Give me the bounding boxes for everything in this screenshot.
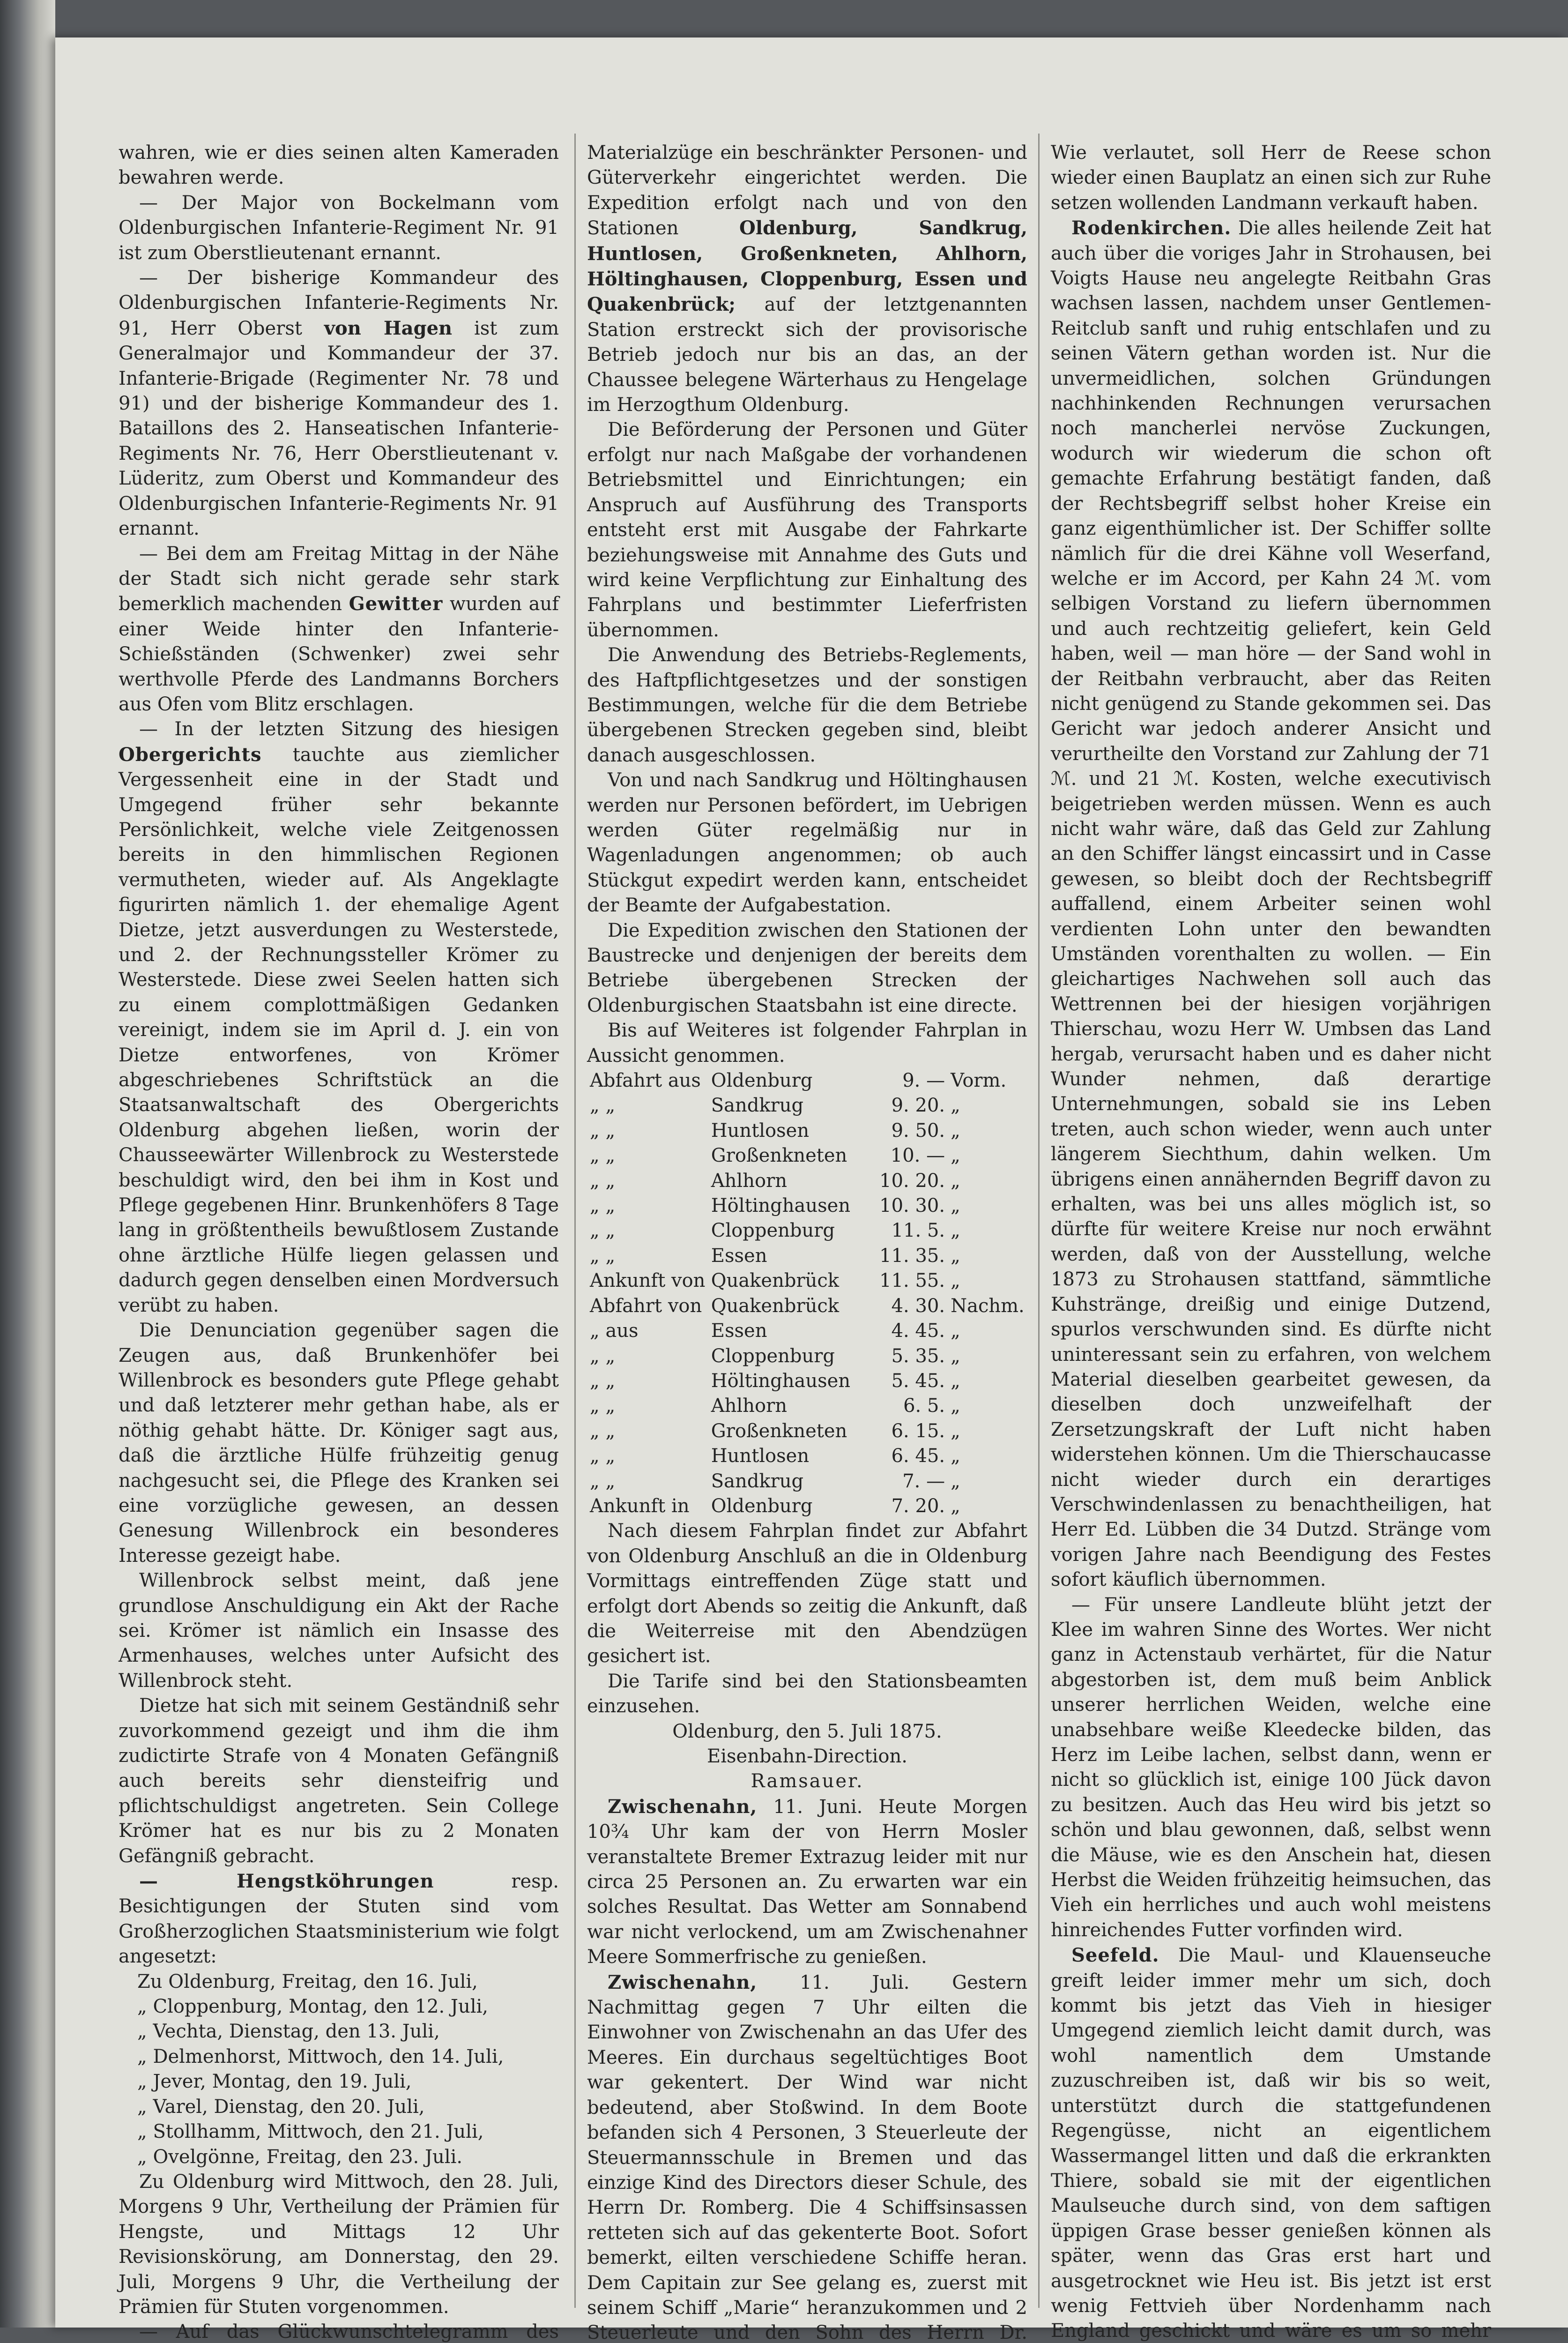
- text: Materialzüge ein beschränkter Personen- und Güterverkehr eingerichtet werden. Die Expedition erfolgt nach und von den Stationen: [587, 142, 1027, 239]
- timetable-period: „: [951, 1345, 960, 1367]
- timetable-row: [587, 1419, 1027, 1444]
- timetable-station: Großenkneten: [711, 1420, 847, 1442]
- timetable-station: Höltinghausen: [711, 1195, 851, 1217]
- timetable-time: 6. 15.: [891, 1420, 945, 1442]
- timetable-row: [587, 1444, 1027, 1469]
- timetable-row: [587, 1143, 1027, 1168]
- timetable-period: „: [951, 1245, 960, 1267]
- timetable-station: Huntlosen: [711, 1119, 810, 1142]
- timetable-time: 11. 55.: [879, 1270, 945, 1292]
- paragraph: wahren, wie er dies seinen alten Kameraden bewahren werde.: [119, 142, 559, 189]
- timetable-period: „: [951, 1445, 960, 1467]
- column-1: [119, 141, 559, 2343]
- timetable-period: „: [951, 1220, 960, 1242]
- timetable-label: „ „: [590, 1245, 616, 1267]
- timetable-label: „ „: [590, 1345, 616, 1367]
- dateline: Zwischenahn,: [608, 1971, 758, 1993]
- timetable-time: 5. 35.: [891, 1345, 945, 1367]
- list-item: „ Delmenhorst, Mittwoch, den 14. Juli,: [137, 2045, 504, 2067]
- scan-edge: [0, 0, 55, 2328]
- timetable-row: [587, 1269, 1027, 1293]
- paragraph: Die Beförderung der Personen und Güter erfolgt nur nach Maßgabe der vorhandenen Betriebsmittel und Einrichtungen; ein Anspruch auf Ausführung des Transports entsteht erst mit Ausgabe der Fahrkarte beziehungsweise mit Annahme des Guts und wird keine Verpflichtung zur Einhaltung des Fahrplans und bestimmter Lieferfristen übernommen.: [587, 419, 1027, 641]
- list-item: „ Ovelgönne, Freitag, den 23. Juli.: [137, 2146, 463, 2168]
- timetable-label: „ „: [590, 1095, 616, 1117]
- column-rule: [574, 134, 576, 2308]
- timetable-station: Essen: [711, 1245, 767, 1267]
- timetable-period: „: [951, 1420, 960, 1442]
- text: ist zum Generalmajor und Kommandeur der 37. Infanterie-Brigade (Regimenter Nr. 78 und 91) und der bisherige Kommandeur des 1. Bataillons des 2. Hanseatischen Infanterie-Regiments Nr. 76, Herr Oberstlieutenant v. Lüderitz, zum Oberst und Kommandeur des Oldenburgischen Infanterie-Regiments Nr. 91 ernannt.: [119, 317, 559, 540]
- timetable-label: Ankunft in: [590, 1495, 690, 1517]
- timetable-time: 10. 20.: [879, 1170, 945, 1192]
- timetable-row: [587, 1244, 1027, 1269]
- column-3: [1051, 141, 1491, 2343]
- timetable-label: „ „: [590, 1220, 616, 1242]
- timetable-station: Quakenbrück: [711, 1270, 839, 1292]
- timetable-time: 7. —: [902, 1470, 945, 1492]
- keyword: — Hengstköhrungen: [139, 1870, 434, 1893]
- timetable-row: [587, 1469, 1027, 1494]
- list-item: „ Stollhamm, Mittwoch, den 21. Juli,: [137, 2121, 484, 2143]
- timetable-time: 9. —: [902, 1070, 945, 1092]
- timetable-row: [587, 1294, 1027, 1319]
- text: — Bei dem am Freitag Mittag in der Nähe der Stadt sich nicht gerade sehr stark bemerklich machenden: [119, 543, 559, 615]
- paragraph: Dietze hat sich mit seinem Geständniß sehr zuvorkommend gezeigt und ihm die ihm zudictirte Strafe von 4 Monaten Gefängniß auch bereits sehr diensteifrig und pflichtschuldigst angetreten. Sein College Krömer hat es nur bis zu 2 Monaten Gefängniß gebracht.: [119, 1695, 559, 1867]
- paragraph: Von und nach Sandkrug und Höltinghausen werden nur Personen befördert, im Uebrigen werden Güter regelmäßig nur in Wagenladungen angenommen; ob auch Stückgut expedirt werden kann, entscheidet der Beamte der Aufgabestation.: [587, 769, 1027, 917]
- timetable-station: Großenkneten: [711, 1145, 847, 1167]
- timetable-label: „ „: [590, 1370, 616, 1392]
- list-item: Zu Oldenburg, Freitag, den 16. Juli,: [137, 1970, 478, 1992]
- list-item: „ Jever, Montag, den 19. Juli,: [137, 2071, 412, 2093]
- timetable-station: Höltinghausen: [711, 1370, 851, 1392]
- text: — Auf das Glückwunschtelegramm des: [139, 2321, 559, 2343]
- paragraph: [119, 1869, 559, 1970]
- paragraph: [119, 542, 559, 717]
- timetable-period: „: [951, 1395, 960, 1417]
- dateline: Seefeld.: [1071, 1944, 1159, 1967]
- timetable-label: „ „: [590, 1170, 616, 1192]
- text: Die Maul- und Klauenseuche greift leider immer mehr um sich, doch kommt bis jetzt das Vieh in hiesiger Umgegend ziemlich leicht damit durch, was wohl namentlich dem Umstande zuzuschreiben ist, daß wir bis so weit, unterstützt durch die stattgefundenen Regengüsse, nicht an eigentlichem Wassermangel litten und daß die erkrankten Thiere, sobald sie mit der eigentlichen Maulseuche durch sind, von dem saftigen üppigen Grase besser genießen können als später, wenn das Gras erst hart und ausgetrocknet wie Heu ist. Bis jetzt ist erst wenig Fettvieh über Nordenhamm nach England geschickt und wäre es um so mehr: [1051, 1945, 1491, 2342]
- paragraph: Bis auf Weiteres ist folgender Fahrplan in Aussicht genommen.: [587, 1020, 1027, 1067]
- timetable-time: 6. 5.: [903, 1395, 945, 1417]
- list-item: „ Vechta, Dienstag, den 13. Juli,: [137, 2021, 440, 2043]
- timetable-time: 5. 45.: [891, 1370, 945, 1392]
- paragraph: Die Tarife sind bei den Stationsbeamten einzusehen.: [587, 1670, 1027, 1717]
- paragraph: Die Anwendung des Betriebs-Reglements, des Haftpflichtgesetzes und der sonstigen Bestimmungen, welche für die dem Betriebe übergebenen Strecken gegeben sind, bleibt danach ausgeschlossen.: [587, 644, 1027, 766]
- text: resp. Besichtigungen der Stuten sind vom Großherzoglichen Staatsministerium wie folgt angesetzt:: [119, 1871, 559, 1968]
- column-rule: [1038, 134, 1040, 2308]
- timetable-label: „ „: [590, 1445, 616, 1467]
- timetable-row: [587, 1344, 1027, 1369]
- timetable-time: 9. 20.: [891, 1095, 945, 1117]
- timetable-period: „: [951, 1270, 960, 1292]
- paragraph: Die Denunciation gegenüber sagen die Zeugen aus, daß Brunkenhöfer bei Willenbrock es besonders gute Pflege gehabt und daß letzterer mehr gethan habe, als er nöthig gehabt hätte. Dr. Königer sagt aus, daß die ärztliche Hülfe frühzeitig genug nachgesucht sei, die Pflege des Kranken sei eine vorzügliche gewesen, an dessen Genesung Willenbrock ein besonderes Interesse gezeigt habe.: [119, 1320, 559, 1567]
- paragraph: [119, 266, 559, 541]
- station-names: Oldenburg, Sandkrug, Huntlosen, Großenkneten, Ahlhorn, Höltinghausen, Cloppenburg, Essen und Quakenbrück;: [587, 217, 1028, 316]
- timetable-time: 7. 20.: [891, 1495, 945, 1517]
- timetable-period: „: [951, 1095, 960, 1117]
- timetable-time: 6. 45.: [891, 1445, 945, 1467]
- paragraph: [119, 717, 559, 1318]
- timetable-time: 4. 45.: [891, 1320, 945, 1342]
- paragraph: [587, 1970, 1027, 2343]
- paragraph: — Für unsere Landleute blüht jetzt der Klee im wahren Sinne des Wortes. Wer nicht ganz in Actenstaub verhärtet, für die Natur abgestorben ist, dem muß beim Anblick unserer herrlichen Weiden, welche eine unabsehbare weiße Kleedecke bilden, das Herz im Leibe lachen, selbst dann, wenn er nicht so glücklich ist, einige 100 Jück davon zu besitzen. Auch das Heu wird bis jetzt so schön und blau gewonnen, daß, selbst wenn die Mäuse, wie es den Anschein hat, diesen Herbst die Weiden frühzeitig heimsuchen, das Vieh ein herrliches und auch wohl meistens hinreichendes Futter vorfinden wird.: [1051, 1594, 1491, 1941]
- timetable-time: 11. 5.: [891, 1220, 945, 1242]
- timetable-station: Cloppenburg: [711, 1220, 835, 1242]
- timetable-station: Oldenburg: [711, 1070, 813, 1092]
- timetable-station: Cloppenburg: [711, 1345, 835, 1367]
- timetable-station: Huntlosen: [711, 1445, 810, 1467]
- timetable-label: Abfahrt aus: [590, 1070, 701, 1092]
- text: Die alles heilende Zeit hat auch über die voriges Jahr in Strohausen, bei Voigts Hause neu angelegte Reitbahn Gras wachsen lassen, nachdem unser Gentlemen-Reitclub sanft und ruhig entschlafen und zu seinen Vätern gethan worden ist. Nur die unvermeidlichen, solchen Gründungen nachhinkenden Rechnungen verursachen noch mancherlei nervöse Zuckungen, wodurch wir wiederum die schon oft gemachte Erfahrung bestätigt fanden, daß der Rechtsbegriff selbst hoher Kreise ein ganz eigenthümlicher ist. Der Schiffer sollte nämlich für die drei Kähne voll Weserfand, welche er im Accord, per Kahn 24 ℳ. vom selbigen Vorstand zu liefern übernommen und auch rechtzeitig geliefert, kein Geld haben, weil — man höre — der Sand wohl in der Reitbahn verbraucht, aber das Reiten nicht genügend zu Stande gekommen sei. Das Gericht war jedoch anderer Ansicht und verurtheilte den Vorstand zur Zahlung der 71 ℳ. und 21 ℳ. Kosten, welche executivisch beigetrieben werden müssen. Wenn es auch nicht wahr wäre, daß das Geld zur Zahlung an den Schiffer längst eincassirt und in Casse gewesen, so bleibt doch der Rechtsbegriff auffallend, einem Arbeiter seinen wohl verdienten Lohn unter den bewandten Umständen vorenthalten zu wollen. — Ein gleichartiges Nachwehen soll auch das Wettrennen bei der hiesigen vorjährigen Thierschau, wozu Herr W. Umbsen das Land hergab, verursacht haben und es daher nicht Wunder nehmen, daß derartige Unternehmungen, sobald sie ins Leben treten, auch schon wieder, wenn auch unter längerem Siechthum, dahin welken. Um übrigens einen annähernden Begriff davon zu erhalten, was bei uns alles möglich ist, so dürfte für weitere Kreise nur noch erwähnt werden, daß von der Ausstellung, welche 1873 zu Strohausen stattfand, sämmtliche Kuhstränge, dreißig und einige Dutzend, spurlos verschwunden sind. Es dürfte nicht uninteressant sein zu erfahren, von welchem Material dieselben gearbeitet gewesen, da dieselben doch unzweifelhaft der Zersetzungskraft der Luft nicht haben widerstehen können. Um die Thierschaucasse nicht wieder durch ein derartiges Verschwindenlassen zu benachtheiligen, hat Herr Ed. Lübben die 34 Dutzd. Stränge vom vorigen Jahre nach Beendigung des Festes sofort käuflich übernommen.: [1051, 217, 1491, 1591]
- signature-name: Ramsauer.: [751, 1770, 864, 1792]
- newspaper-page: [55, 37, 1568, 2343]
- timetable-label: Ankunft von: [590, 1270, 706, 1292]
- timetable-row: [587, 1169, 1027, 1194]
- timetable-label: „ „: [590, 1145, 616, 1167]
- timetable-label: „ „: [590, 1470, 616, 1492]
- timetable-row: [587, 1319, 1027, 1343]
- keyword: Obergerichts: [119, 743, 262, 766]
- timetable-time: 11. 35.: [879, 1245, 945, 1267]
- paragraph: [1051, 1943, 1491, 2343]
- timetable-period: „: [951, 1320, 960, 1342]
- timetable-station: Ahlhorn: [711, 1170, 787, 1192]
- dateline: Zwischenahn,: [608, 1795, 758, 1818]
- timetable-row: [587, 1494, 1027, 1519]
- name-highlight: von Hagen: [324, 317, 453, 339]
- timetable-station: Sandkrug: [711, 1095, 804, 1117]
- text: auf der letztgenannten Station erstreckt sich der provisorische Betrieb jedoch nur bis an das, an der Chaussee belegene Wärterhaus zu Hengelage im Herzogthum Oldenburg.: [587, 294, 1027, 416]
- paragraph: Willenbrock selbst meint, daß jene grundlose Anschuldigung ein Akt der Rache sei. Krömer ist nämlich ein Insasse des Armenhauses, welches unter Aufsicht des Willenbrock steht.: [119, 1570, 559, 1692]
- timetable-row: [587, 1119, 1027, 1143]
- paragraph: [119, 2320, 559, 2343]
- timetable-row: [587, 1068, 1027, 1093]
- paragraph: Nach diesem Fahrplan findet zur Abfahrt von Oldenburg Anschluß an die in Oldenburg Vormittags eintreffenden Züge statt und erfolgt dort Abends so zeitig die Ankunft, daß die Weiterreise mit den Abendzügen gesichert ist.: [587, 1520, 1027, 1667]
- keyword: Gewitter: [349, 593, 443, 615]
- text: 11. Juli. Gestern Nachmittag gegen 7 Uhr eilten die Einwohner von Zwischenahn an das Ufer des Meeres. Ein durchaus segeltüchtiges Boot war gekentert. Der Wind war nicht bedeutend, aber Stoßwind. In dem Boote befanden sich 4 Personen, 3 Steuerleute der Steuermannsschule in Bremen und das einzige Kind des Directors dieser Schule, des Herrn Dr. Romberg. Die 4 Schiffsinsassen retteten sich auf das gekenterte Boot. Sofort bemerkt, eilten verschiedene Schiffe heran. Dem Capitain zur See gelang es, zuerst mit seinem Schiff „Marie“ heranzukommen und 2 Steuerleute und den Sohn des Herrn Dr.: [587, 1971, 1028, 2343]
- paragraph: Zu Oldenburg wird Mittwoch, den 28. Juli, Morgens 9 Uhr, Vertheilung der Prämien für Hengste, und Mittags 12 Uhr Revisionskörung, am Donnerstag, den 29. Juli, Morgens 9 Uhr, die Vertheilung der Prämien für Stuten vorgenommen.: [119, 2171, 559, 2318]
- timetable-period: „: [951, 1470, 960, 1492]
- timetable-label: „ aus: [590, 1320, 639, 1342]
- timetable-period: „: [951, 1170, 960, 1192]
- text: wurden auf einer Weide hinter den Infanterie-Schießständen (Schwenker) zwei sehr werthvolle Pferde des Landmanns Borchers aus Ofen vom Blitz erschlagen.: [119, 593, 559, 715]
- paragraph: Wie verlautet, soll Herr de Reese schon wieder einen Bauplatz an einen sich zur Ruhe setzen wollenden Landmann verkauft haben.: [1051, 142, 1491, 214]
- timetable-time: 10. 30.: [879, 1195, 945, 1217]
- timetable-label: „ „: [590, 1420, 616, 1442]
- timetable-label: „ „: [590, 1119, 616, 1142]
- timetable-period: „: [951, 1370, 960, 1392]
- dateline: Rodenkirchen.: [1071, 217, 1232, 239]
- timetable: [587, 1068, 1027, 1519]
- text: 11. Juni. Heute Morgen 10¾ Uhr kam der von Herrn Mosler veranstaltete Bremer Extrazug leider mit nur circa 25 Personen an. Zu erwarten war ein solches Resultat. Das Wetter am Sonnabend war nicht verlockend, um am Zwischenahner Meere Sommerfrische zu genießen.: [587, 1796, 1027, 1968]
- paragraph: [1051, 216, 1491, 1592]
- timetable-row: [587, 1394, 1027, 1418]
- list-item: „ Varel, Dienstag, den 20. Juli,: [137, 2096, 425, 2118]
- paragraph: Die Expedition zwischen den Stationen der Baustrecke und denjenigen der bereits dem Betriebe übergebenen Strecken der Oldenburgischen Staatsbahn ist eine directe.: [587, 919, 1027, 1016]
- timetable-station: Essen: [711, 1320, 767, 1342]
- paragraph: [587, 141, 1027, 418]
- timetable-time: 9. 50.: [891, 1119, 945, 1142]
- timetable-label: „ „: [590, 1195, 616, 1217]
- timetable-period: Vorm.: [951, 1070, 1007, 1092]
- timetable-label: Abfahrt von: [590, 1295, 702, 1317]
- timetable-period: „: [951, 1495, 960, 1517]
- timetable-period: „: [951, 1195, 960, 1217]
- timetable-time: 4. 30.: [891, 1295, 945, 1317]
- timetable-row: [587, 1093, 1027, 1118]
- timetable-period: Nachm.: [951, 1295, 1025, 1317]
- signature-office: Eisenbahn-Direction.: [707, 1746, 907, 1767]
- text: tauchte aus ziemlicher Vergessenheit eine in der Stadt und Umgegend früher sehr bekannte Persönlichkeit, welche viele Zeitgenossen bereits in den himmlischen Regionen vermutheten, wieder auf. Als Angeklagte figurirten nämlich 1. der ehemalige Agent Dietze, jetzt ausverdungen zu Westerstede, und 2. der Rechnungssteller Krömer zu Westerstede. Diese zwei Seelen hatten sich zu einem complottmäßigen Gedanken vereinigt, indem sie im April d. J. ein von Dietze entworfenes, von Krömer abgeschriebenes Schriftstück an die Staatsanwaltschaft des Obergerichts Oldenburg abgehen ließen, worin der Chausseewärter Willenbrock zu Westerstede beschuldigt wird, den bei ihm in Kost und Pflege gegebenen Hinr. Brunkenhöfers 8 Tage lang in größtentheils bewußtlosem Zustande ohne ärztliche Hülfe liegen gelassen und dadurch gegen denselben einen Mordversuch verübt zu haben.: [119, 744, 559, 1316]
- timetable-period: „: [951, 1145, 960, 1167]
- paragraph: [587, 1794, 1027, 1970]
- paragraph: — Der Major von Bockelmann vom Oldenburgischen Infanterie-Regiment Nr. 91 ist zum Oberstlieutenant ernannt.: [119, 192, 559, 264]
- text: — In der letzten Sitzung des hiesigen: [139, 718, 559, 740]
- timetable-time: 10. —: [890, 1145, 945, 1167]
- timetable-label: „ „: [590, 1395, 616, 1417]
- timetable-row: [587, 1369, 1027, 1394]
- schedule-list: [119, 1970, 559, 2170]
- timetable-station: Quakenbrück: [711, 1295, 839, 1317]
- timetable-row: [587, 1194, 1027, 1218]
- list-item: „ Cloppenburg, Montag, den 12. Juli,: [137, 1996, 489, 2018]
- timetable-period: „: [951, 1119, 960, 1142]
- timetable-station: Oldenburg: [711, 1495, 813, 1517]
- text: — Der bisherige Kommandeur des Oldenburgischen Infanterie-Regiments Nr. 91, Herr Oberst: [119, 267, 559, 339]
- timetable-station: Sandkrug: [711, 1470, 804, 1492]
- signature-date: Oldenburg, den 5. Juli 1875.: [672, 1720, 942, 1742]
- column-2: [587, 141, 1027, 2343]
- timetable-station: Ahlhorn: [711, 1395, 787, 1417]
- timetable-row: [587, 1218, 1027, 1243]
